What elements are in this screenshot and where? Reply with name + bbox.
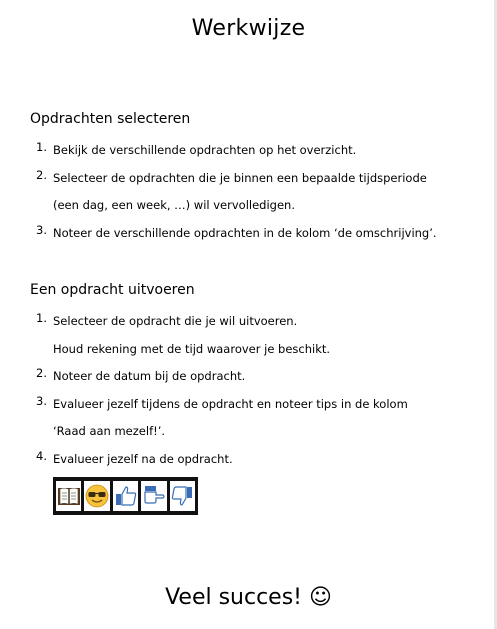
closing-message: Veel succes! ☺ (165, 585, 332, 610)
list-item-text: Noteer de verschillende opdrachten in de kolom ‘de omschrijving’. (53, 225, 437, 240)
list-number: 2. (36, 366, 47, 380)
steps-list-uitvoeren (0, 311, 490, 476)
list-number: 3. (36, 222, 47, 237)
list-item (0, 449, 490, 477)
list-item (0, 394, 490, 449)
thumbs-sideways-icon (141, 481, 166, 511)
smiley-sunglasses-icon (84, 481, 109, 511)
list-item-text: Evalueer jezelf na de opdracht. (53, 451, 233, 466)
page-title: Werkwijze (191, 16, 306, 41)
list-number: 2. (36, 167, 47, 182)
list-item (0, 223, 490, 251)
section-heading-selecteren: Opdrachten selecteren (30, 111, 191, 127)
evaluation-icon-strip (53, 477, 198, 515)
list-item (0, 366, 490, 394)
list-item-text: Noteer de datum bij de opdracht. (53, 369, 246, 383)
list-number: 1. (36, 140, 47, 154)
book-icon (56, 481, 81, 511)
list-item (0, 311, 490, 366)
thumbs-down-icon (170, 481, 195, 511)
list-number: 4. (36, 448, 47, 463)
list-item-text: Bekijk de verschillende opdrachten op het overzicht. (53, 143, 357, 157)
section-heading-uitvoeren: Een opdracht uitvoeren (30, 282, 195, 298)
list-item-text: ‘Raad aan mezelf!’. (53, 424, 166, 438)
list-item-text: Selecteer de opdracht die je wil uitvoeren. (53, 314, 298, 328)
list-item-text: (een dag, een week, …) wil vervolledigen. (53, 198, 295, 212)
thumbs-up-icon (113, 481, 138, 511)
list-item-text: Houd rekening met de tijd waarover je beschikt. (53, 341, 331, 356)
list-item-text: Evalueer jezelf tijdens de opdracht en noteer tips in de kolom (53, 396, 408, 411)
list-item (0, 168, 490, 223)
list-item (0, 140, 490, 168)
steps-list-selecteren (0, 140, 490, 250)
list-number: 1. (36, 311, 47, 325)
list-item-text: Selecteer de opdrachten die je binnen een bepaalde tijdsperiode (53, 170, 427, 185)
list-number: 3. (36, 393, 47, 408)
